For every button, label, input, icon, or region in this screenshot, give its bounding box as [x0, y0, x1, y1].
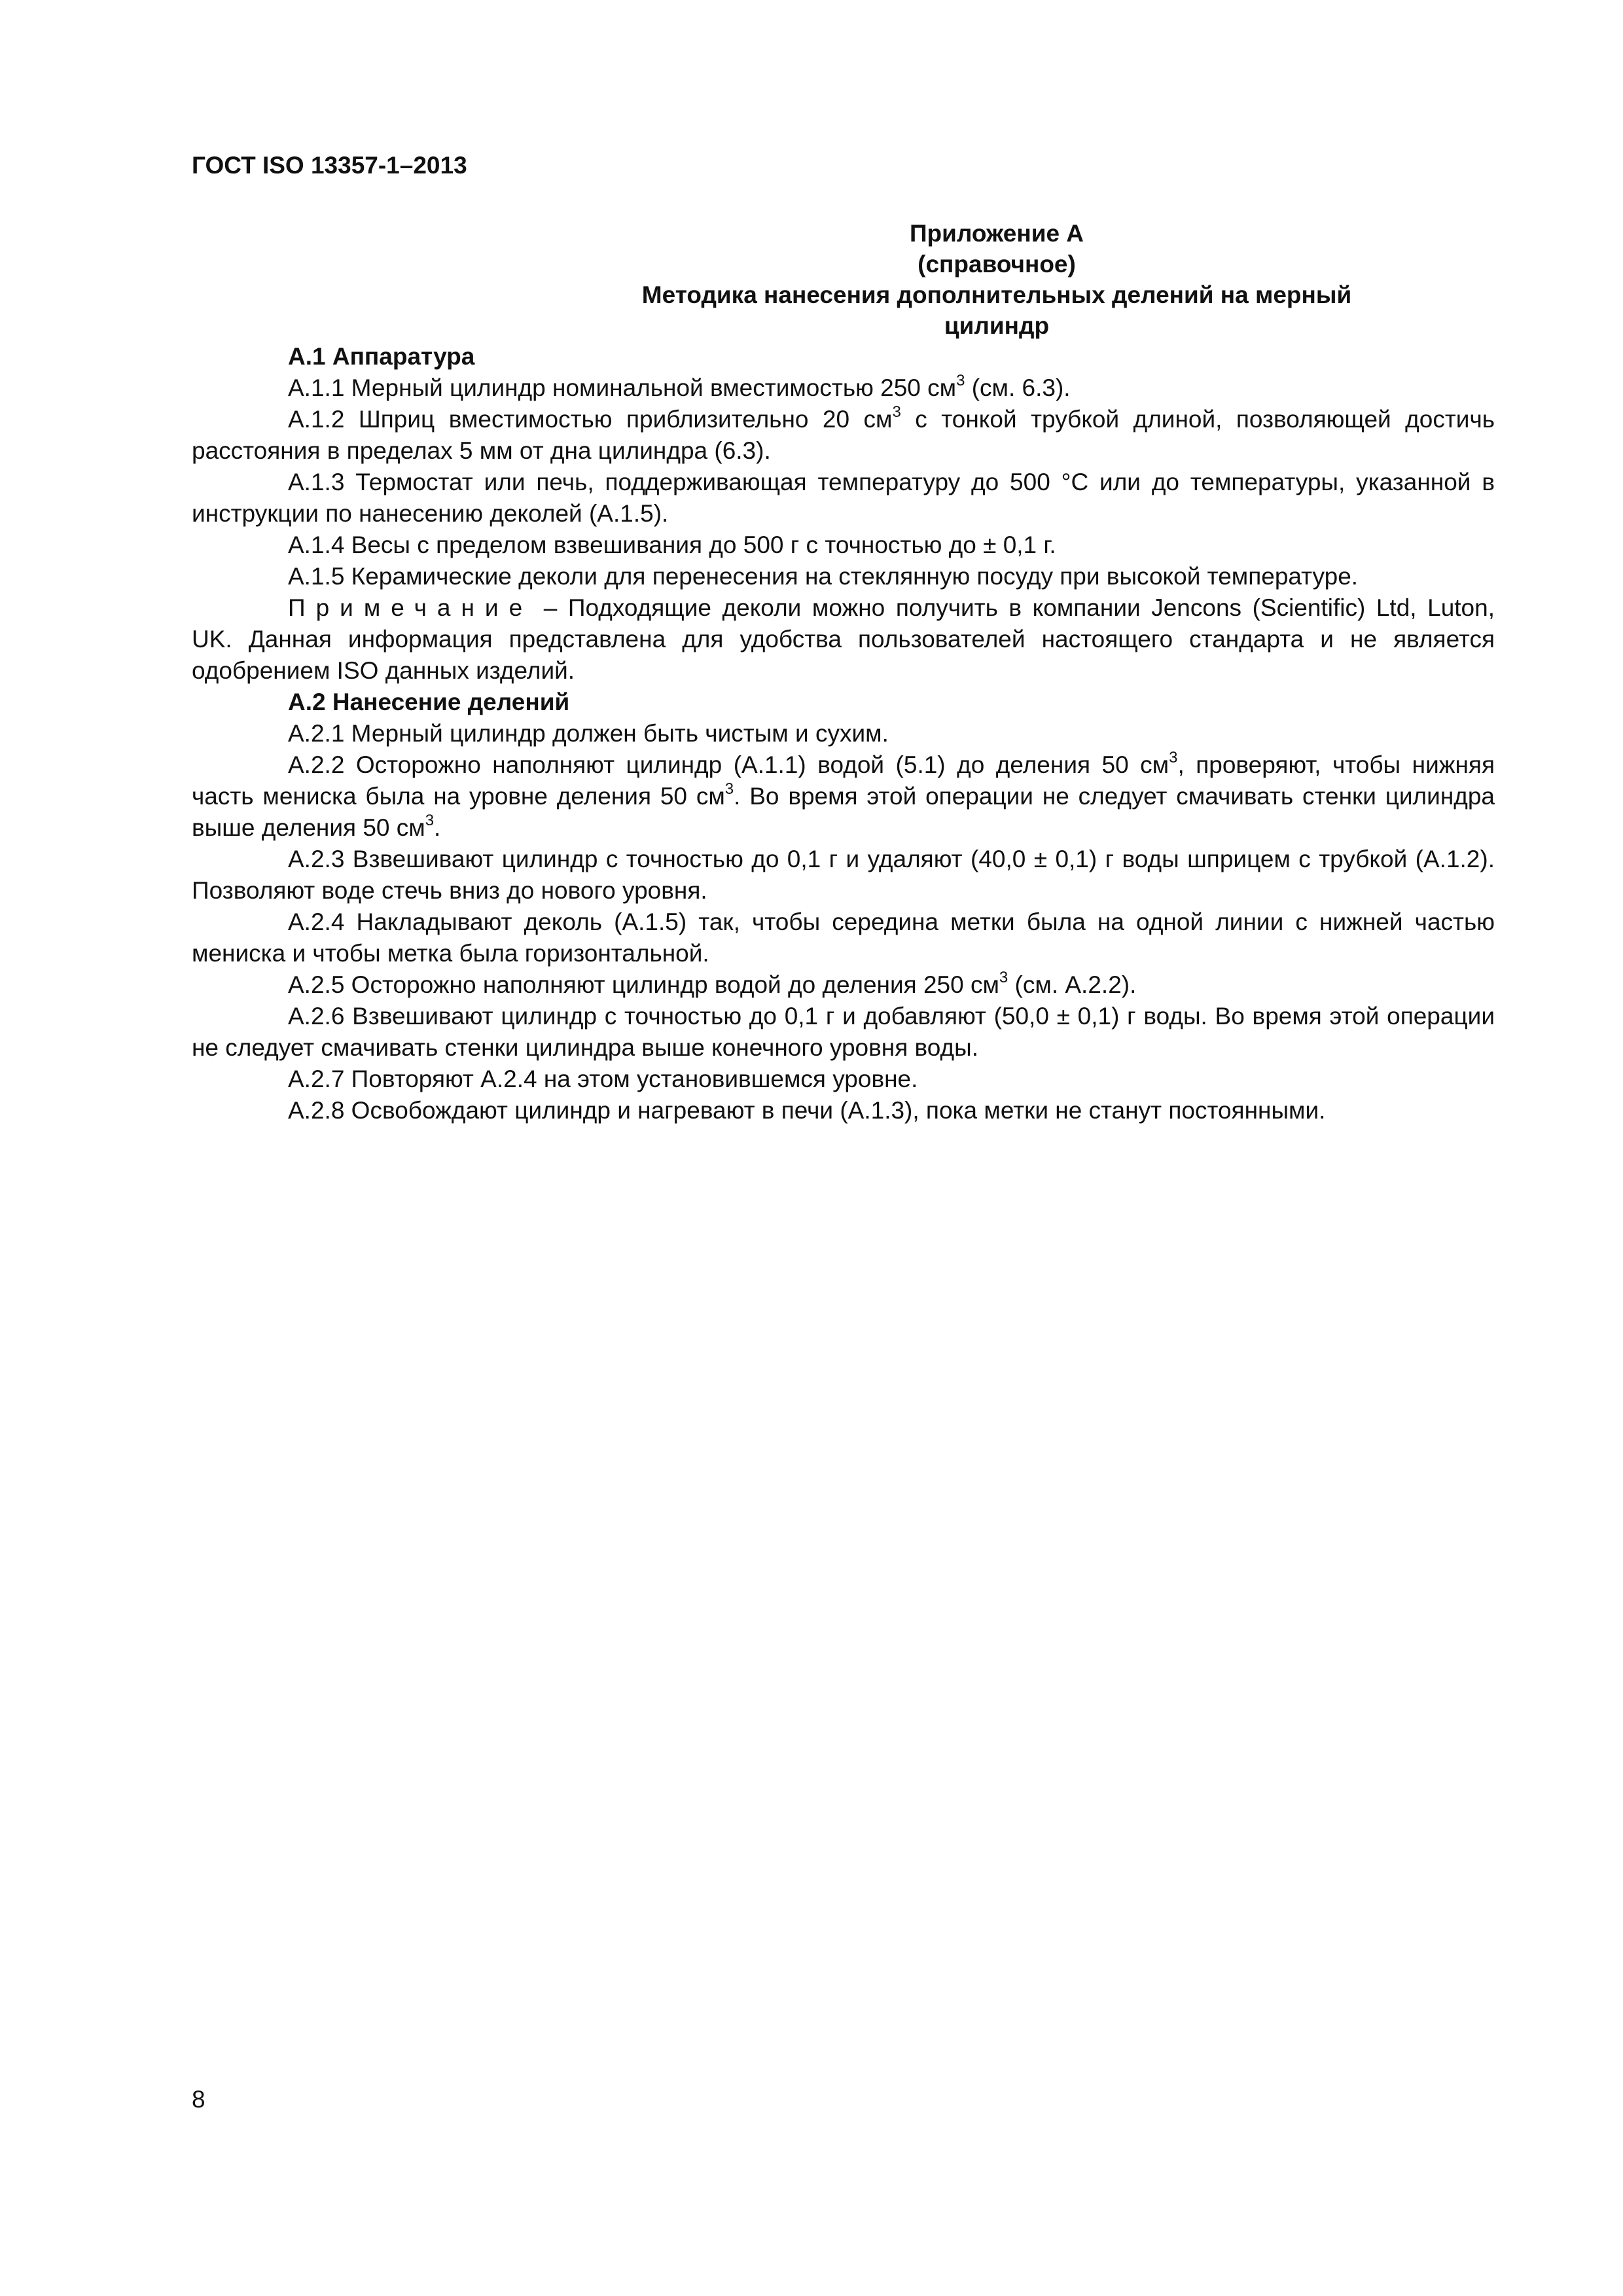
- annex-title-line-1: Методика нанесения дополнительных делений на мерный: [641, 281, 1352, 308]
- annex-status: (справочное): [918, 251, 1076, 278]
- clause-a2-8: А.2.8 Освобождают цилиндр и нагревают в печи (А.1.3), пока метки не станут постоянными.: [288, 1097, 1326, 1124]
- clause-a1-1: А.1.1 Мерный цилиндр номинальной вместимостью 250 $см^3$ (см. 6.3).: [288, 372, 1071, 401]
- clause-a1-5: А.1.5 Керамические деколи для перенесения на стеклянную посуду при высокой температуре.: [288, 563, 1359, 590]
- note-label: Примечание: [288, 594, 533, 621]
- note-text: – Подходящие деколи можно получить в компании Jencons (Scientific) Ltd, Luton, UK. Данная информация представлена для удобства пользователей настоящего стандарта и не является одобрением ISO данных изделий.: [192, 594, 1495, 684]
- clause-a2-6: А.2.6 Взвешивают цилиндр с точностью до 0,1 г и добавляют (50,0 ± 0,1) г воды. Во время этой операции не следует смачивать стенки цилиндра выше конечного уровня воды.: [192, 1003, 1495, 1061]
- clause-a2-2: А.2.2 Осторожно наполняют цилиндр (А.1.1) водой (5.1) до деления 50 $см^3$, проверяют, чтобы нижняя часть мениска была на уровне деления 50 $см^3$. Во время этой операции не следует смачивать стенки цилиндра выше деления 50 $см^3$.: [192, 749, 1495, 841]
- clause-a1-3: А.1.3 Термостат или печь, поддерживающая температуру до 500 °С или до температуры, указанной в инструкции по нанесению деколей (А.1.5).: [192, 469, 1495, 527]
- annex-label: Приложение А: [909, 220, 1084, 247]
- note: [192, 592, 1495, 687]
- page-number: 8: [192, 2086, 205, 2113]
- clause-a2-5: А.2.5 Осторожно наполняют цилиндр водой до деления 250 $см^3$ (см. А.2.2).: [288, 969, 1137, 998]
- annex-heading: [349, 218, 1474, 341]
- clause-a2-7: А.2.7 Повторяют А.2.4 на этом установившемся уровне.: [288, 1066, 918, 1092]
- clause-a1-2: А.1.2 Шприц вместимостью приблизительно 20 $см^3$ с тонкой трубкой длиной, позволяющей достичь расстояния в пределах 5 мм от дна цилиндра (6.3).: [192, 403, 1495, 464]
- annex-title-line-2: цилиндр: [944, 312, 1050, 339]
- page-content: [192, 218, 1495, 1126]
- section-a2-title: А.2 Нанесение делений: [288, 689, 570, 715]
- clause-a2-1: А.2.1 Мерный цилиндр должен быть чистым и сухим.: [288, 720, 889, 747]
- clause-a2-4: А.2.4 Накладывают деколь (А.1.5) так, чтобы середина метки была на одной линии с нижней частью мениска и чтобы метка была горизонтальной.: [192, 908, 1495, 967]
- standard-designation: ГОСТ ISO 13357-1–2013: [192, 152, 467, 179]
- section-a1-title: А.1 Аппаратура: [288, 343, 475, 370]
- clause-a1-4: А.1.4 Весы с пределом взвешивания до 500 г с точностью до ± 0,1 г.: [288, 531, 1056, 558]
- clause-a2-3: А.2.3 Взвешивают цилиндр с точностью до 0,1 г и удаляют (40,0 ± 0,1) г воды шприцем с трубкой (А.1.2). Позволяют воде стечь вниз до нового уровня.: [192, 846, 1495, 904]
